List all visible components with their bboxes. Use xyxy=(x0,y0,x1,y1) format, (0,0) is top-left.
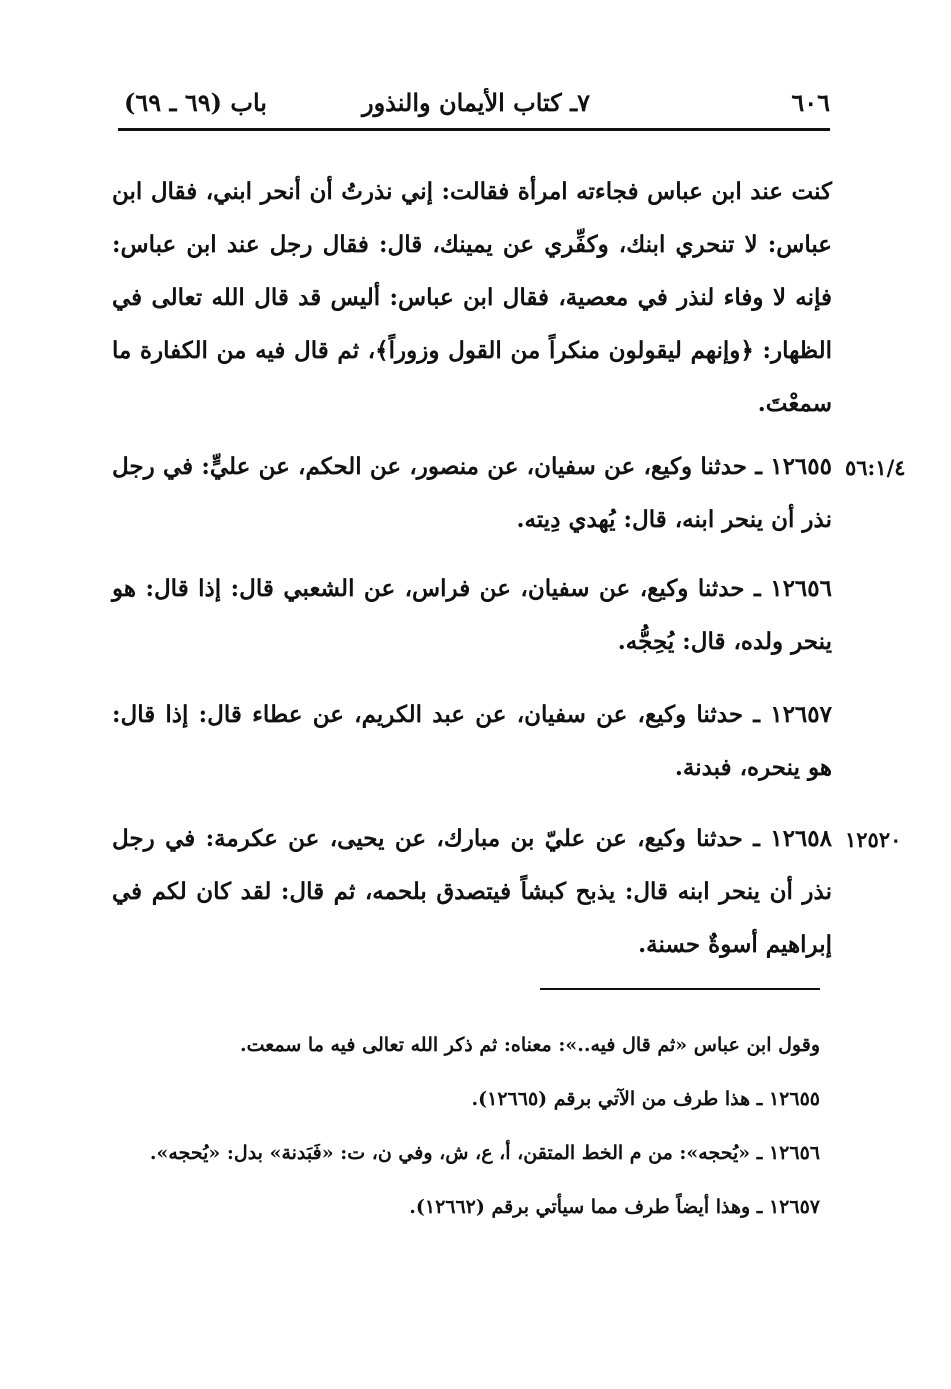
footnote-divider xyxy=(540,988,820,990)
footnote: وقول ابن عباس «ثم قال فيه..»: معناه: ثم ذكر الله تعالى فيه ما سمعت. xyxy=(239,1034,820,1056)
footnotes xyxy=(108,1022,820,1238)
entry-number: ١٢٦٥٨ xyxy=(770,825,832,852)
hadith-entry xyxy=(112,440,832,546)
footnote: ١٢٦٥٧ ـ وهذا أيضاً طرف مما سيأتي برقم (١٢٦٦٢). xyxy=(409,1196,820,1218)
entry-text: ـ حدثنا وكيع، عن عليّ بن مبارك، عن يحيى، عن عكرمة: في رجل نذر أن ينحر ابنه قال: يذبح كبشاً فيتصدق بلحمه، ثم قال: لقد كان لكم في إبراهيم أسوةٌ حسنة. xyxy=(112,825,832,958)
entry-text: ـ حدثنا وكيع، عن سفيان، عن منصور، عن الحكم، عن عليٍّ: في رجل نذر أن ينحر ابنه، قال: يُهدي دِيته. xyxy=(112,453,832,533)
entry-number: ١٢٦٥٧ xyxy=(770,701,832,728)
chapter-label: باب (٦٩ ـ ٦٩) xyxy=(124,88,267,117)
entry-number: ١٢٦٥٦ xyxy=(770,575,832,602)
page-number: ٦٠٦ xyxy=(791,88,830,117)
margin-reference: ٥٦:١/٤ xyxy=(845,455,906,480)
hadith-entry xyxy=(112,688,832,794)
intro-paragraph: كنت عند ابن عباس فجاءته امرأة فقالت: إني نذرتُ أن أنحر ابني، فقال ابن عباس: لا تنحري ابنك، وكفِّري عن يمينك، قال: فقال رجل عند ابن عباس: فإنه لا وفاء لنذر في معصية، فقال ابن عباس: أليس قد قال الله تعالى في الظهار: ﴿وإنهم ليقولون منكراً من القول وزوراً﴾، ثم قال فيه من الكفارة ما سمعْتَ. xyxy=(112,178,832,417)
book-title: ٧ـ كتاب الأيمان والنذور xyxy=(362,88,590,117)
hadith-entry xyxy=(112,812,832,971)
running-header xyxy=(118,88,830,128)
entry-text: ـ حدثنا وكيع، عن سفيان، عن فراس، عن الشعبي قال: إذا قال: هو ينحر ولده، قال: يُحِجُّه. xyxy=(112,575,832,655)
entry-number: ١٢٦٥٥ xyxy=(770,453,832,480)
entry-text: ـ حدثنا وكيع، عن سفيان، عن عبد الكريم، عن عطاء قال: إذا قال: هو ينحره، فبدنة. xyxy=(112,701,832,781)
footnote: ١٢٦٥٥ ـ هذا طرف من الآتي برقم (١٢٦٦٥). xyxy=(471,1088,820,1110)
footnote: ١٢٦٥٦ ـ «يُحجه»: من م الخط المتقن، أ، ع، ش، وفي ن، ت: «فَبَدنة» بدل: «يُحجه». xyxy=(149,1142,820,1164)
margin-reference: ١٢٥٢٠ xyxy=(845,827,902,852)
hadith-entry xyxy=(112,562,832,668)
header-divider xyxy=(118,128,830,131)
